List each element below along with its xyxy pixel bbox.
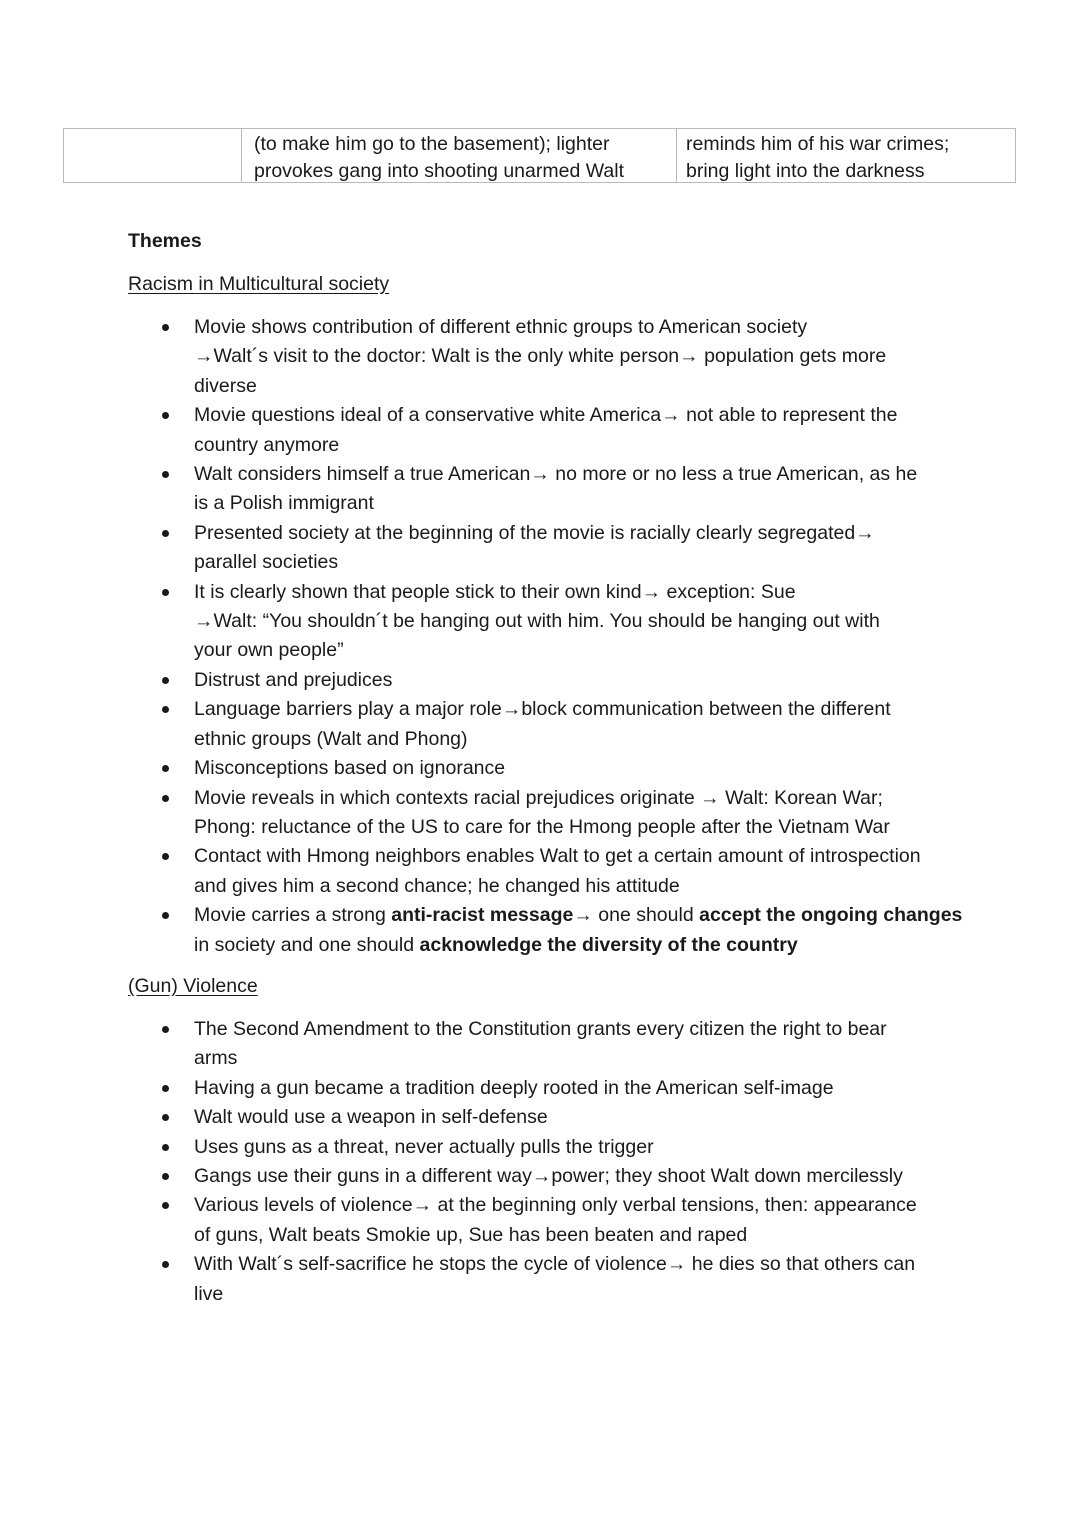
bullet-line: Walt would use a weapon in self-defense [194,1106,548,1129]
bullet-dot-icon [162,324,169,331]
bullet-line: Movie shows contribution of different ethnic groups to American society [194,316,808,338]
bullet-line: parallel societies [194,551,339,574]
bullet-line: is a Polish immigrant [194,492,374,515]
bullet-item [0,519,964,578]
bullet-dot-icon [162,1202,169,1209]
bullet-dot-icon [162,412,169,419]
table-cell-line: provokes gang into shooting unarmed Walt [254,160,624,182]
bullet-line: Distrust and prejudices [194,668,393,691]
bullet-line: ethnic groups (Walt and Phong) [194,727,468,750]
table-cell-middle [242,129,677,182]
bullet-line: Gangs use their guns in a different way→power; they shoot Walt down mercilessly [194,1165,903,1188]
bullet-item [0,313,964,401]
bullet-dot-icon [162,706,169,713]
violence-bullet-list [0,1015,1080,1309]
bold-text-segment: acknowledge the diversity of the country [419,933,798,956]
bullet-line: Various levels of violence→ at the beginning only verbal tensions, then: appearance [194,1194,917,1217]
bullet-line: Misconceptions based on ignorance [194,757,506,780]
bullet-line: Language barriers play a major role→block communication between the different [194,698,891,721]
bullet-dot-icon [162,912,169,919]
bullet-dot-icon [162,1085,169,1092]
table-cell-right [677,129,1015,182]
violence-subheading: (Gun) Violence [128,975,258,997]
bullet-dot-icon [162,1026,169,1033]
table-cell-line: (to make him go to the basement); lighter [254,133,610,155]
bullet-item [0,784,964,843]
bullet-dot-icon [162,589,169,596]
bullet-line: Phong: reluctance of the US to care for the Hmong people after the Vietnam War [194,815,890,838]
bullet-line: of guns, Walt beats Smokie up, Sue has been beaten and raped [194,1223,748,1246]
bullet-item [0,1191,964,1250]
bullet-item [0,1015,964,1074]
bullet-item [0,1103,964,1132]
bullet-line: →Walt: “You shouldn´t be hanging out with him. You should be hanging out with [194,610,880,633]
bullet-item [0,1162,964,1191]
bullet-line: Contact with Hmong neighbors enables Walt to get a certain amount of introspection [194,845,921,868]
bullet-line: diverse [194,374,257,397]
bullet-item [0,1133,964,1162]
bullet-dot-icon [162,471,169,478]
bullet-line: your own people” [194,639,344,662]
bullet-dot-icon [162,765,169,772]
bullet-item [0,578,964,666]
table-cell-line: bring light into the darkness [686,160,925,182]
bullet-item [0,1250,964,1309]
bullet-line: live [194,1282,224,1305]
bullet-line: and gives him a second chance; he changed his attitude [194,874,680,897]
bullet-line [194,931,964,960]
bullet-line: arms [194,1047,238,1070]
bullet-dot-icon [162,795,169,802]
bullet-line: Presented society at the beginning of the movie is racially clearly segregated→ [194,521,875,544]
bullet-line: With Walt´s self-sacrifice he stops the cycle of violence→ he dies so that others can [194,1253,916,1276]
bullet-line: Movie questions ideal of a conservative white America→ not able to represent the [194,404,898,427]
themes-heading: Themes [128,230,202,252]
text-segment: → one should [573,904,700,927]
bullet-dot-icon [162,1144,169,1151]
text-segment: Movie carries a strong [194,904,392,927]
bullet-line: Having a gun became a tradition deeply rooted in the American self-image [194,1076,834,1099]
bullet-item [0,460,964,519]
bullet-dot-icon [162,853,169,860]
bullet-item [0,754,964,783]
racism-subheading: Racism in Multicultural society [128,273,390,295]
bullet-line: →Walt´s visit to the doctor: Walt is the only white person→ population gets more [194,345,887,368]
bullet-item [0,901,964,960]
bullet-item [0,401,964,460]
bold-text-segment: anti-racist message [391,904,574,927]
bullet-dot-icon [162,530,169,537]
bullet-dot-icon [162,1261,169,1268]
bullet-item [0,1074,964,1103]
bullet-item [0,695,964,754]
bullet-line: Uses guns as a threat, never actually pulls the trigger [194,1135,654,1158]
bullet-dot-icon [162,677,169,684]
bullet-item [0,666,964,695]
bullet-line: country anymore [194,433,340,456]
bullet-dot-icon [162,1114,169,1121]
bullet-dot-icon [162,1173,169,1180]
bullet-line: Movie reveals in which contexts racial prejudices originate → Walt: Korean War; [194,786,883,809]
bullet-item [0,842,964,901]
bold-text-segment: accept the ongoing changes [699,904,963,927]
bullet-line: Walt considers himself a true American→ no more or no less a true American, as he [194,463,918,486]
bullet-line: It is clearly shown that people stick to their own kind→ exception: Sue [194,580,796,603]
bullet-line [194,901,964,930]
table-cell-empty [64,129,242,182]
table-fragment [63,128,1016,183]
racism-bullet-list [0,313,1080,960]
bullet-line: The Second Amendment to the Constitution grants every citizen the right to bear [194,1018,887,1040]
table-cell-line: reminds him of his war crimes; [686,133,950,155]
text-segment: in society and one should [194,933,420,956]
